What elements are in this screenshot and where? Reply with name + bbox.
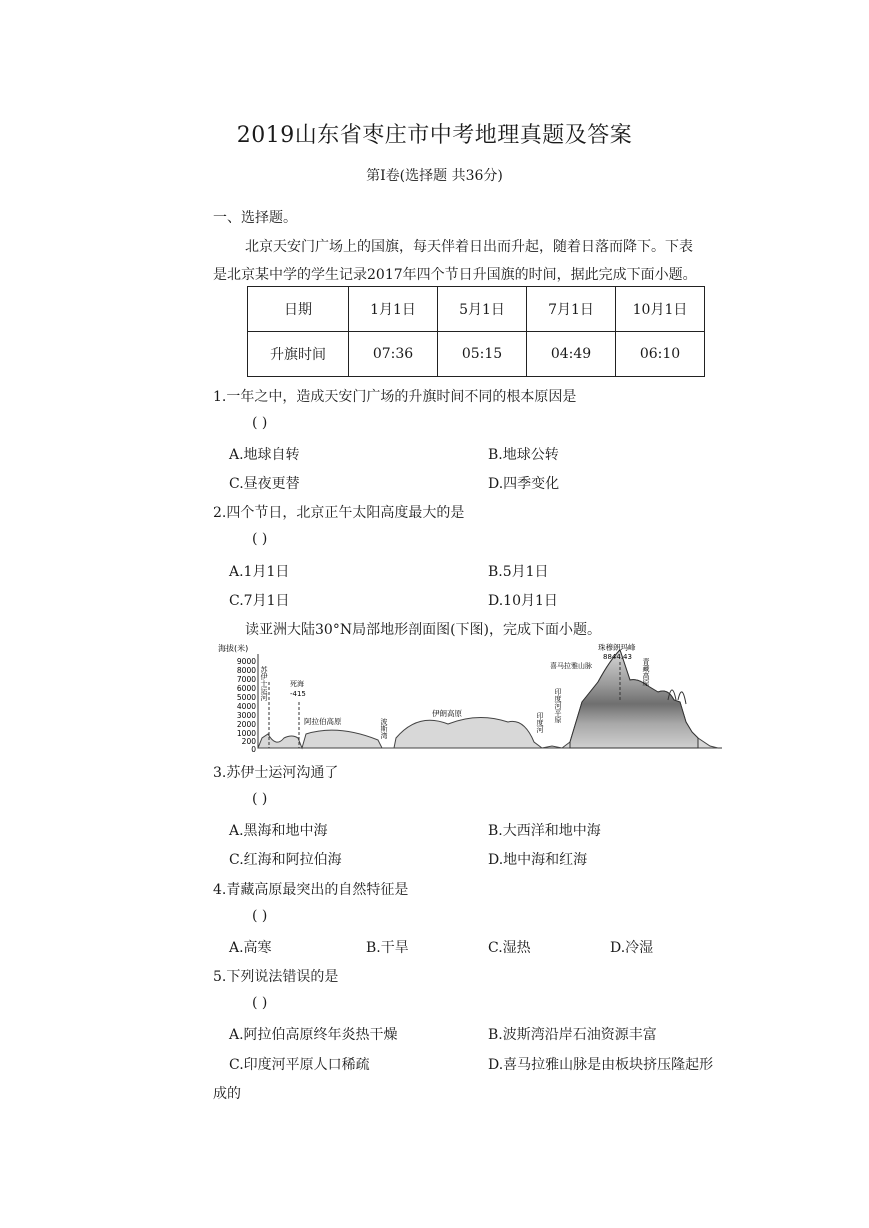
terrain-profile-diagram	[218, 642, 724, 754]
label-deadsea-value: -415	[290, 690, 306, 698]
page-subtitle: 第Ⅰ卷(选择题 共36分)	[366, 168, 503, 184]
table-cell: 升旗时间	[248, 332, 349, 377]
answer-blank: ( )	[252, 415, 268, 431]
table-header-cell: 日期	[248, 287, 349, 332]
y-tick: 2000	[236, 720, 256, 729]
y-tick: 4000	[236, 702, 256, 711]
table-header-cell: 10月1日	[616, 287, 705, 332]
option-b: B.大西洋和地中海	[488, 823, 601, 839]
question-1-stem: 1.一年之中，造成天安门广场的升旗时间不同的根本原因是	[213, 389, 577, 405]
option-a: A.阿拉伯高原终年炎热干燥	[229, 1027, 398, 1043]
question-4-stem: 4.青藏高原最突出的自然特征是	[213, 882, 409, 898]
intro-text-3: 读亚洲大陆30°N局部地形剖面图(下图)，完成下面小题。	[245, 622, 601, 638]
y-tick: 9000	[236, 657, 256, 666]
option-b: B.干旱	[366, 940, 409, 956]
label-everest-value: 8844.43	[603, 653, 632, 661]
label-himalaya: 喜马拉雅山脉	[550, 662, 592, 670]
option-a: A.地球自转	[229, 447, 300, 463]
table-header-cell: 5月1日	[438, 287, 527, 332]
option-d-continued: 成的	[213, 1086, 241, 1102]
label-gulf: 波斯湾	[380, 718, 388, 739]
answer-blank: ( )	[252, 531, 268, 547]
intro-text-2: 是北京某中学的学生记录2017年四个节日升国旗的时间，据此完成下面小题。	[213, 267, 697, 283]
option-b: B.5月1日	[488, 564, 549, 580]
y-tick: 6000	[236, 684, 256, 693]
label-indus-river: 印度河	[536, 712, 544, 733]
question-5-stem: 5.下列说法错误的是	[213, 969, 339, 985]
flag-time-table	[247, 286, 705, 377]
option-b: B.地球公转	[488, 447, 559, 463]
option-b: B.波斯湾沿岸石油资源丰富	[488, 1027, 657, 1043]
table-cell: 07:36	[349, 332, 438, 377]
option-c: C.7月1日	[229, 593, 290, 609]
option-c: C.红海和阿拉伯海	[229, 852, 342, 868]
option-d: D.四季变化	[488, 476, 560, 492]
option-a: A.1月1日	[229, 564, 290, 580]
label-iran: 伊朗高原	[432, 709, 462, 718]
label-tibet: 青藏高原	[642, 658, 650, 686]
answer-blank: ( )	[252, 791, 268, 807]
option-a: A.黑海和地中海	[229, 823, 328, 839]
option-a: A.高寒	[229, 940, 272, 956]
option-c: C.湿热	[488, 940, 531, 956]
question-3-stem: 3.苏伊士运河沟通了	[213, 765, 339, 781]
page-title: 2019山东省枣庄市中考地理真题及答案	[236, 123, 633, 148]
y-tick: 0	[251, 745, 256, 754]
y-tick: 200	[241, 737, 256, 746]
intro-text-1: 北京天安门广场上的国旗，每天伴着日出而升起，随着日落而降下。下表	[245, 239, 693, 255]
option-d: D.冷湿	[610, 940, 654, 956]
y-tick: 8000	[236, 666, 256, 675]
question-2-stem: 2.四个节日，北京正午太阳高度最大的是	[213, 505, 465, 521]
option-c: C.印度河平原人口稀疏	[229, 1057, 370, 1073]
y-tick: 1000	[236, 729, 256, 738]
y-axis-label: 海拔(米)	[218, 644, 249, 653]
label-indus-plain: 印度河平原	[554, 688, 562, 723]
table-header-cell: 1月1日	[349, 287, 438, 332]
option-c: C.昼夜更替	[229, 476, 300, 492]
option-d: D.地中海和红海	[488, 852, 588, 868]
table-cell: 05:15	[438, 332, 527, 377]
table-cell: 06:10	[616, 332, 705, 377]
option-d: D.喜马拉雅山脉是由板块挤压隆起形	[488, 1057, 714, 1073]
table-row	[248, 332, 705, 377]
label-deadsea: 死海	[290, 680, 304, 688]
section-heading: 一、选择题。	[213, 210, 297, 226]
label-suez: 苏伊士运河	[260, 666, 268, 701]
y-tick: 3000	[236, 711, 256, 720]
table-cell: 04:49	[527, 332, 616, 377]
answer-blank: ( )	[252, 908, 268, 924]
label-arabia: 阿拉伯高原	[304, 717, 342, 726]
label-everest: 珠穆朗玛峰	[598, 643, 636, 652]
option-d: D.10月1日	[488, 593, 558, 609]
y-tick: 5000	[236, 693, 256, 702]
table-header-cell: 7月1日	[527, 287, 616, 332]
y-axis-ticks	[237, 657, 256, 754]
answer-blank: ( )	[252, 995, 268, 1011]
y-tick: 7000	[236, 675, 256, 684]
table-row	[248, 287, 705, 332]
